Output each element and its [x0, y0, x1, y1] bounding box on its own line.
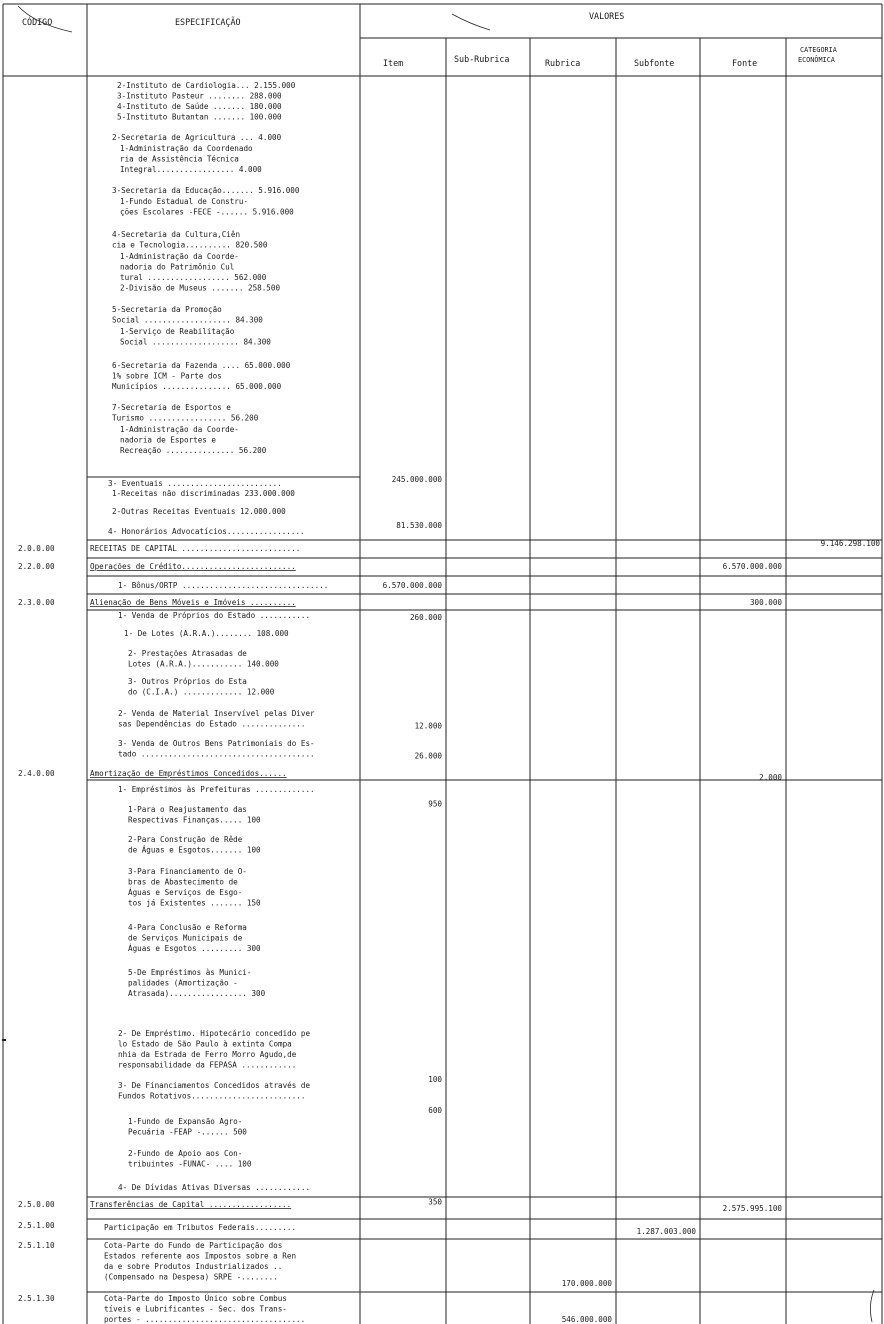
value-item: 100	[428, 1075, 442, 1084]
spec-line: tural .................. 562.000	[120, 273, 267, 282]
value-rubrica: 546.000.000	[561, 1315, 612, 1324]
spec-line: 4-Secretaria da Cultura,Ciên	[112, 230, 241, 239]
spec-honorarios: 4- Honorários Advocatícios.................	[108, 527, 305, 536]
header-sub-rubrica: Sub-Rubrica	[454, 54, 510, 64]
spec-line: da e sobre Produtos Industrializados ..	[104, 1262, 283, 1271]
spec-line: (Compensado na Despesa) SRPE -........	[104, 1272, 278, 1282]
spec-line: lo Estado de São Paulo à extinta Compa	[118, 1039, 292, 1049]
spec-line: Águas e Esgotos ......... 300	[128, 944, 261, 953]
code-cell: 2.5.1.00	[18, 1221, 55, 1230]
spec-line: Turismo ................. 56.200	[112, 413, 259, 423]
spec-line: de Serviços Municipais de	[128, 933, 243, 943]
spec-line: 3-Para Financiamento de O-	[128, 867, 247, 876]
spec-line: Atrasada)................. 300	[128, 989, 266, 998]
spec-line: Social ................... 84.300	[112, 315, 263, 325]
value-subfonte: 1.287.003.000	[636, 1227, 696, 1236]
spec-line: nadoria de Esportes e	[120, 435, 217, 445]
spec-line: portes - ...................................	[104, 1315, 306, 1324]
spec-line: Recreação ............... 56.200	[120, 446, 267, 455]
spec-line: Pecuária -FEAP -...... 500	[128, 1127, 247, 1137]
table-body	[18, 81, 880, 1324]
header-item: Item	[383, 58, 404, 68]
spec-line: 2-Para Construção de Rêde	[128, 835, 243, 844]
spec-line: Lotes (A.R.A.)........... 140.000	[128, 659, 279, 669]
value-item: 350	[428, 1197, 442, 1207]
spec-line: cia e Tecnologia.......... 820.500	[112, 240, 268, 250]
spec-line: 2- De Empréstimo. Hipotecário concedido pe	[118, 1029, 311, 1038]
spec-line: 4- De Dívidas Ativas Diversas ............	[118, 1183, 311, 1192]
value-item: 950	[428, 799, 442, 809]
value-item: 600	[428, 1106, 442, 1115]
value-categoria: 9.146.298.100	[820, 539, 880, 548]
spec-line: tos já Existentes ....... 150	[128, 898, 261, 908]
code-cell: 2.2.0.00	[18, 562, 55, 571]
spec-line: 1-Administração da Coorde-	[120, 252, 239, 261]
header-economica: ECONÔMICA	[798, 56, 835, 64]
value-rubrica: 170.000.000	[561, 1279, 612, 1288]
spec-line: 7-Secretaria de Esportos e	[112, 403, 231, 412]
spec-line: 5-De Empréstimos às Munici-	[128, 968, 252, 977]
value-item: 12.000	[414, 721, 442, 731]
spec-line: 5-Instituto Butantan ....... 100.000	[117, 112, 282, 122]
spec-participacao: Participação em Tributos Federais.........	[104, 1223, 297, 1232]
spec-line: Social ................... 84.300	[120, 337, 271, 347]
value-item: 6.570.000.000	[382, 581, 442, 590]
spec-line: 1- Empréstimos às Prefeituras .............	[118, 785, 315, 794]
spec-line: Fundos Rotativos.........................	[118, 1091, 306, 1101]
spec-line: sas Dependências do Estado ..............	[118, 719, 306, 729]
spec-line: 4-Para Conclusão e Reforma	[128, 923, 247, 932]
spec-line: Estados referente aos Impostos sobre a Ren	[104, 1251, 297, 1261]
spec-line: 1-Administração da Coordenado	[120, 144, 253, 153]
value-fonte: 300.000	[749, 598, 782, 607]
spec-line: 2-Instituto de Cardiologia... 2.155.000	[117, 81, 296, 90]
spec-line: bras de Abastecimento de	[128, 877, 238, 887]
spec-line: do (C.I.A.) ............. 12.000	[128, 687, 275, 697]
spec-eventuais: 3- Eventuais .........................	[108, 479, 282, 488]
spec-alienacao: Alienação de Bens Móveis e Imóveis ..........	[90, 598, 296, 607]
spec-line: 2-Divisão de Museus ....... 258.500	[120, 283, 281, 293]
spec-amortizacao: Amortização de Empréstimos Concedidos......	[90, 769, 287, 778]
spec-line: tado ......................................	[118, 749, 315, 759]
spec-receitas-nao-discriminadas: 1-Receitas não discriminadas 233.000.000	[112, 489, 295, 498]
spec-line: 1% sobre ICM - Parte dos	[112, 371, 222, 381]
spec-line: 2- Prestações Atrasadas de	[128, 649, 247, 658]
spec-line: 1-Fundo de Expansão Agro-	[128, 1117, 243, 1126]
value-fonte: 2.575.995.100	[722, 1204, 782, 1213]
code-cell: 2.0.0.00	[18, 544, 55, 553]
spec-line: Respectivas Finanças..... 100	[128, 815, 261, 825]
table-header	[22, 11, 837, 68]
value-item: 26.000	[414, 751, 442, 761]
spec-line: 3-Instituto Pasteur ........ 288.000	[117, 91, 282, 101]
spec-line: 5-Secretaria da Promoção	[112, 305, 222, 314]
spec-line: 1-Para o Reajustamento das	[128, 805, 247, 814]
spec-line: 6-Secretaria da Fazenda .... 65.000.000	[112, 361, 291, 370]
code-cell: 2.3.0.00	[18, 598, 55, 607]
spec-line: Cota-Parte do Fundo de Participação dos	[104, 1241, 283, 1250]
spec-line: de Águas e Esgotos....... 100	[128, 845, 261, 855]
spec-line: Cota-Parte do Imposto Único sobre Combus	[104, 1294, 287, 1303]
code-cell: 2.4.0.00	[18, 769, 55, 778]
spec-line: 2- Venda de Material Inservível pelas Diver	[118, 709, 315, 718]
spec-line: nhia da Estrada de Ferro Morro Agudo,de	[118, 1050, 297, 1059]
spec-line: nadoria do Patrimônio Cul	[120, 262, 235, 272]
spec-line: palidades (Amortização -	[128, 978, 238, 988]
spec-line: tíveis e Lubrificantes - Sec. dos Trans-	[104, 1304, 287, 1314]
value-item: 245.000.000	[391, 475, 442, 484]
spec-line: ria de Assistência Técnica	[120, 154, 239, 164]
spec-receitas-capital: RECEITAS DE CAPITAL ..........................	[90, 544, 301, 553]
value-fonte: 2.000	[759, 773, 782, 782]
value-fonte: 6.570.000.000	[722, 562, 782, 571]
spec-line: 3- Outros Próprios do Esta	[128, 677, 247, 686]
header-rubrica: Rubrica	[545, 58, 581, 68]
spec-line: 3- De Financiamentos Concedidos através de	[118, 1081, 311, 1090]
spec-line: Municípios ............... 65.000.000	[112, 382, 282, 391]
spec-line: 1-Administração da Coorde-	[120, 425, 239, 434]
header-valores: VALORES	[589, 11, 625, 21]
spec-line: 4-Instituto de Saúde ....... 180.000	[117, 102, 282, 111]
code-cell: 2.5.1.30	[18, 1294, 55, 1303]
spec-transferencias: Transferências de Capital ..................	[90, 1200, 292, 1209]
spec-line: responsabilidade da FEPASA ............	[118, 1060, 297, 1070]
header-fonte: Fonte	[732, 58, 758, 68]
spec-line: 1- Venda de Próprios do Estado ...........	[118, 611, 311, 620]
code-cell: 2.5.1.10	[18, 1241, 55, 1250]
header-categoria: CATEGORIA	[800, 46, 837, 54]
header-subfonte: Subfonte	[634, 58, 675, 68]
spec-line: Integral................. 4.000	[120, 165, 262, 174]
header-especificacao: ESPECIFICAÇÃO	[175, 17, 241, 27]
spec-line: 1- De Lotes (A.R.A.)........ 108.000	[124, 629, 289, 638]
spec-line: 1-Serviço de Reabilitação	[120, 327, 235, 336]
spec-line: Águas e Serviços de Esgo-	[128, 888, 243, 897]
code-cell: 2.5.0.00	[18, 1200, 55, 1209]
spec-line: 2-Fundo de Apoio aos Con-	[128, 1149, 243, 1158]
value-item: 81.530.000	[396, 521, 442, 530]
spec-line: 3-Secretaria da Educação....... 5.916.000	[112, 186, 300, 195]
value-item: 260.000	[409, 613, 442, 622]
header-codigo: CÓDIGO	[22, 17, 53, 27]
spec-operacoes-credito: Operações de Crédito.........................	[90, 562, 296, 571]
spec-line: ções Escolares -FECE -...... 5.916.000	[120, 207, 294, 217]
spec-bonus: 1- Bônus/ORTP ................................	[118, 581, 329, 590]
spec-line: tribuintes -FUNAC- .... 100	[128, 1159, 252, 1169]
spec-line: 3- Venda de Outros Bens Patrimoniais do Es-	[118, 739, 315, 748]
spec-line: 2-Secretaria de Agricultura ... 4.000	[112, 133, 282, 142]
spec-line: 1-Fundo Estadual de Constru-	[120, 197, 249, 206]
spec-outras-receitas-eventuais: 2-Outras Receitas Eventuais 12.000.000	[112, 507, 286, 516]
